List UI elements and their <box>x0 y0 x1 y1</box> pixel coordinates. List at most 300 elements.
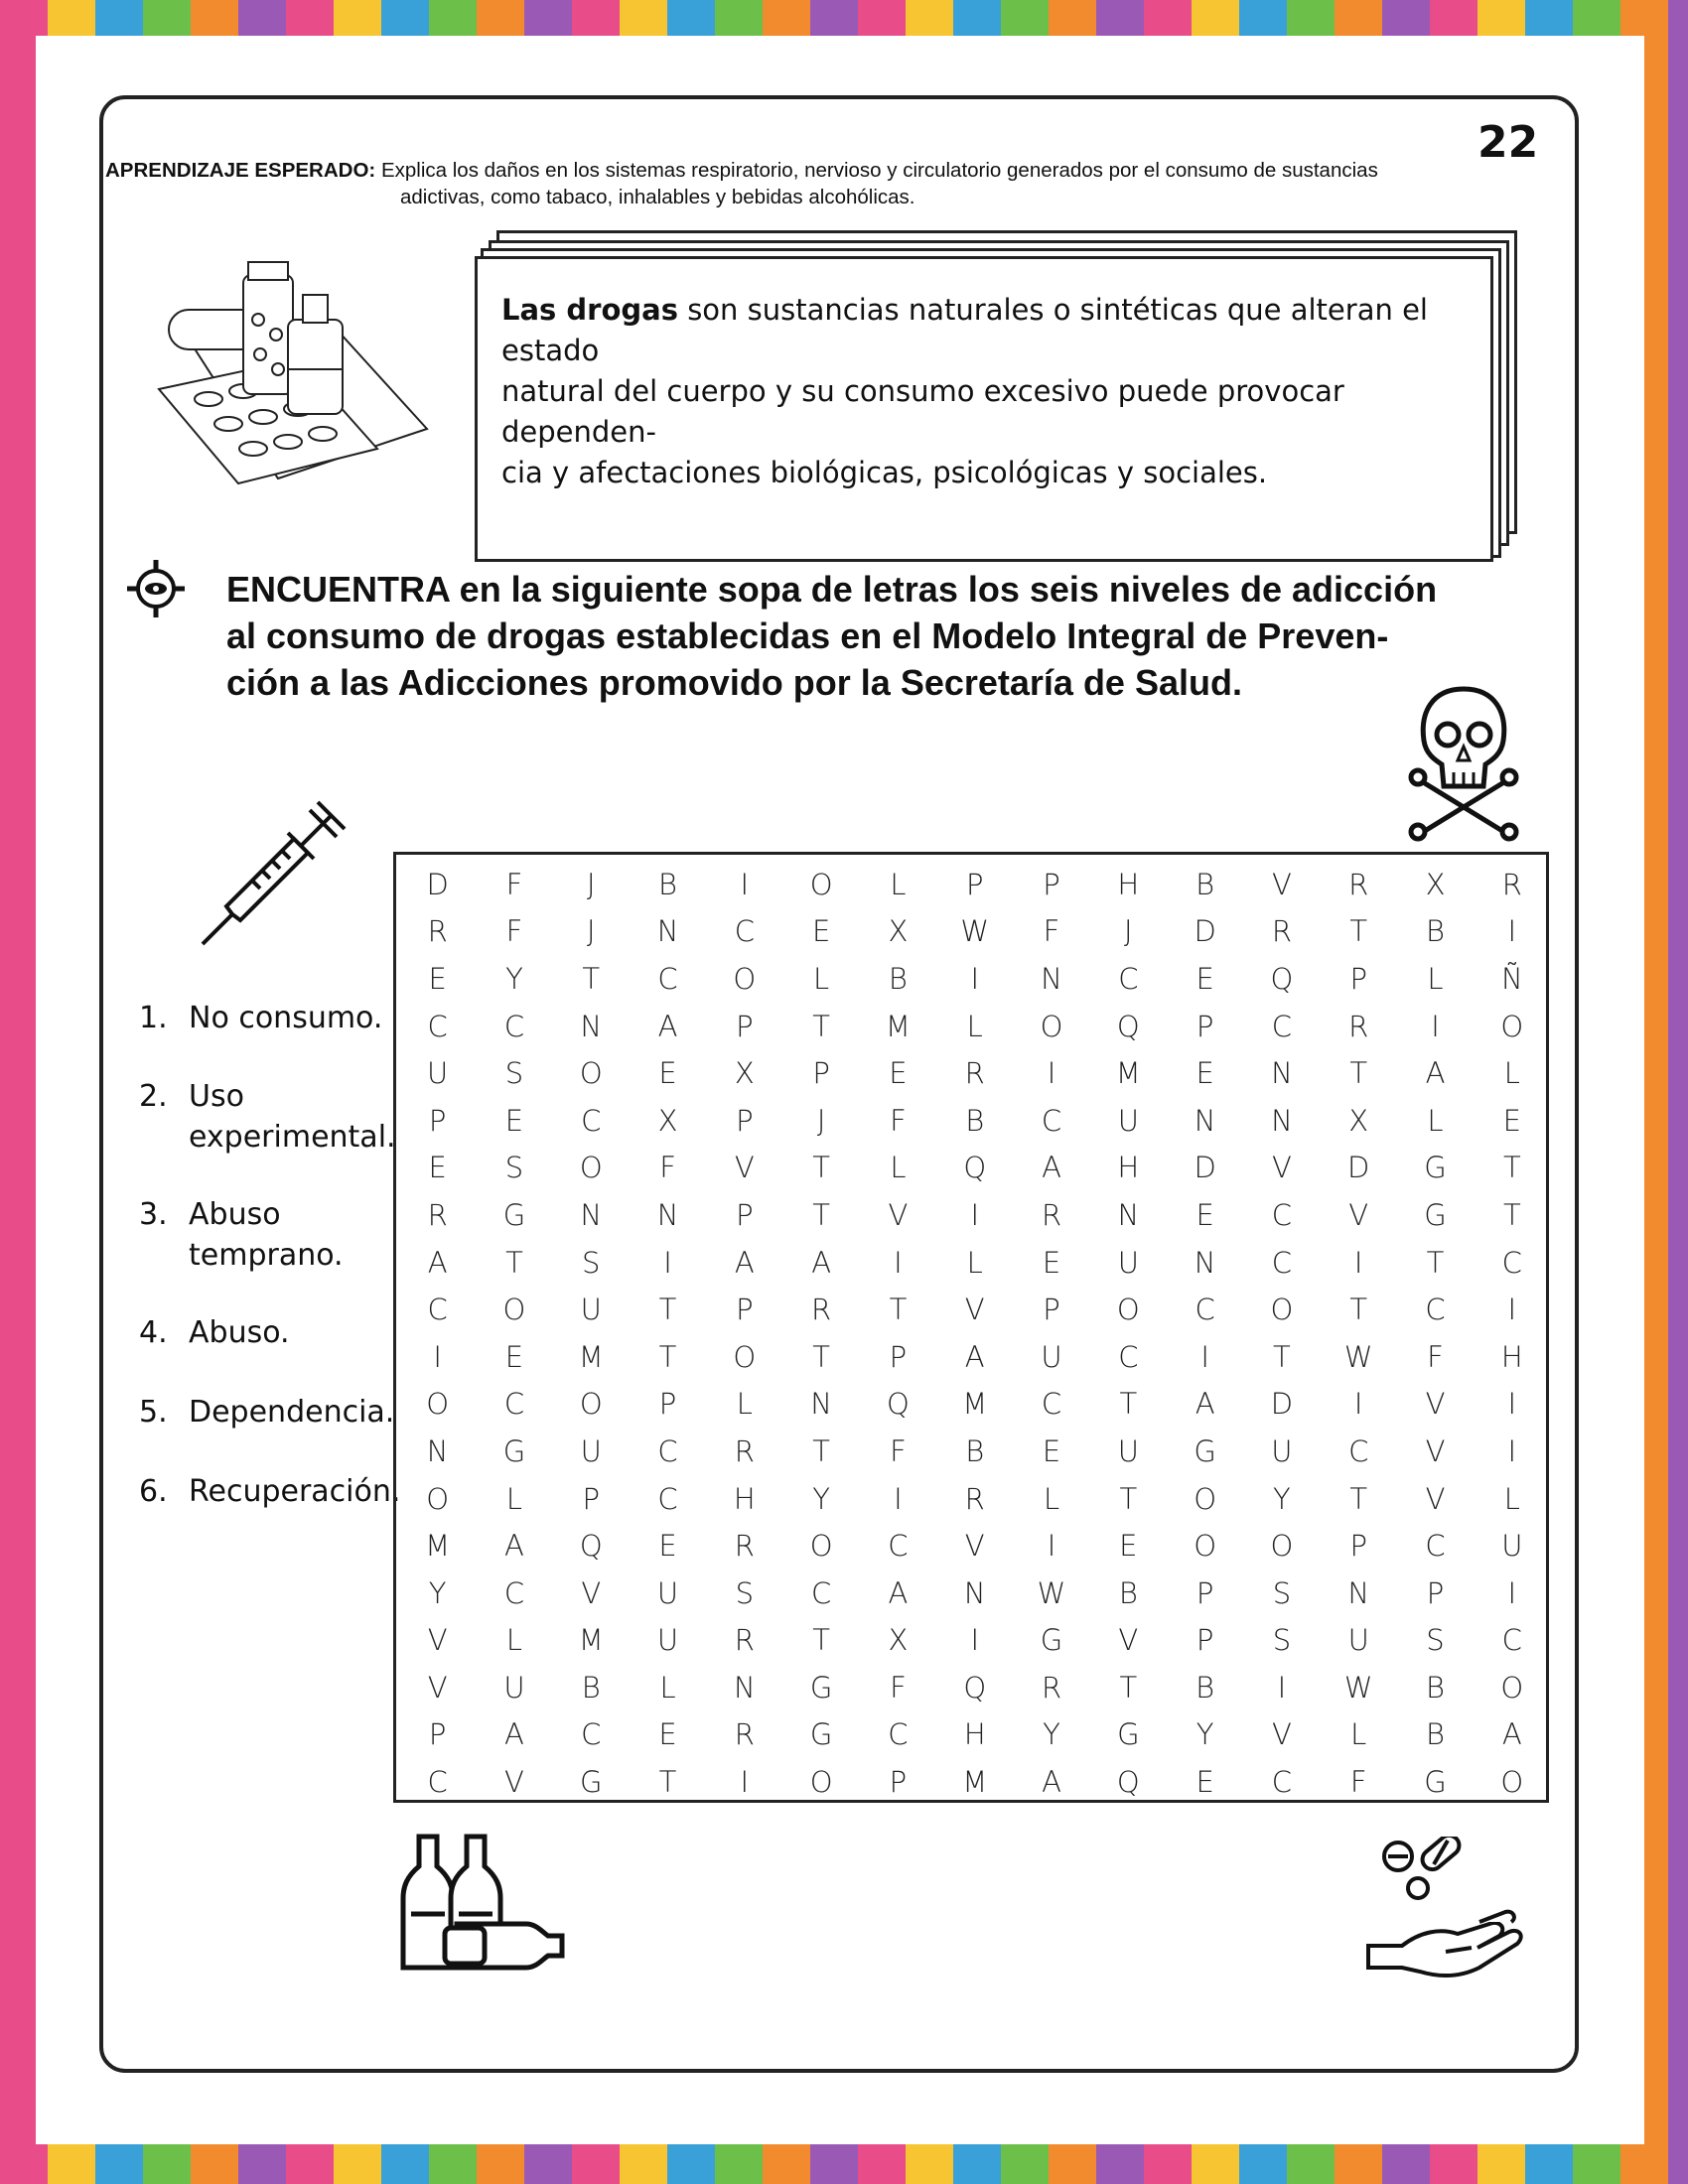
grid-letter[interactable]: S <box>504 1151 524 1185</box>
grid-letter[interactable]: U <box>1501 1529 1523 1564</box>
grid-letter[interactable]: N <box>963 1575 986 1610</box>
grid-letter[interactable]: O <box>579 1387 603 1422</box>
grid-letter[interactable]: N <box>1271 1056 1293 1091</box>
grid-letter[interactable]: X <box>888 1623 909 1658</box>
grid-letter[interactable]: A <box>734 1245 755 1280</box>
grid-letter[interactable]: S <box>504 1056 524 1091</box>
grid-letter[interactable]: C <box>657 961 678 996</box>
grid-letter[interactable]: U <box>1117 1433 1139 1468</box>
grid-letter[interactable]: O <box>1116 1293 1140 1327</box>
grid-letter[interactable]: T <box>1349 914 1368 949</box>
grid-letter[interactable]: C <box>657 1481 678 1516</box>
grid-letter[interactable]: A <box>1042 1151 1061 1185</box>
grid-letter[interactable]: T <box>582 961 601 996</box>
grid-letter[interactable]: V <box>1425 1387 1446 1422</box>
grid-letter[interactable]: L <box>1503 1056 1520 1091</box>
grid-letter[interactable]: N <box>656 1197 679 1232</box>
grid-letter[interactable]: V <box>964 1293 985 1327</box>
grid-letter[interactable]: B <box>965 1433 985 1468</box>
grid-letter[interactable]: I <box>1507 1575 1517 1610</box>
grid-letter[interactable]: M <box>578 1623 604 1658</box>
grid-letter[interactable]: V <box>1425 1481 1446 1516</box>
grid-letter[interactable]: C <box>581 1103 602 1138</box>
grid-letter[interactable]: S <box>1272 1575 1292 1610</box>
grid-letter[interactable]: P <box>965 867 984 901</box>
grid-letter[interactable]: C <box>657 1433 678 1468</box>
grid-letter[interactable]: A <box>888 1575 909 1610</box>
grid-letter[interactable]: C <box>734 914 755 949</box>
grid-letter[interactable]: P <box>736 1293 754 1327</box>
grid-letter[interactable]: B <box>1426 1717 1445 1752</box>
grid-letter[interactable]: L <box>966 1009 983 1043</box>
grid-letter[interactable]: V <box>1348 1197 1369 1232</box>
grid-letter[interactable]: G <box>580 1765 603 1800</box>
grid-letter[interactable]: P <box>889 1765 908 1800</box>
grid-letter[interactable]: F <box>505 914 523 949</box>
grid-letter[interactable]: B <box>965 1103 985 1138</box>
grid-letter[interactable]: J <box>816 1103 826 1138</box>
grid-letter[interactable]: L <box>1427 961 1444 996</box>
grid-letter[interactable]: L <box>1427 1103 1444 1138</box>
grid-letter[interactable]: P <box>658 1387 677 1422</box>
grid-letter[interactable]: W <box>1037 1575 1066 1610</box>
grid-letter[interactable]: T <box>658 1293 677 1327</box>
grid-letter[interactable]: N <box>656 914 679 949</box>
grid-letter[interactable]: V <box>427 1670 448 1705</box>
grid-letter[interactable]: T <box>812 1009 830 1043</box>
grid-letter[interactable]: T <box>1349 1056 1368 1091</box>
grid-letter[interactable]: I <box>740 867 750 901</box>
grid-letter[interactable]: E <box>504 1103 524 1138</box>
grid-letter[interactable]: I <box>894 1245 903 1280</box>
grid-letter[interactable]: P <box>582 1481 600 1516</box>
grid-letter[interactable]: O <box>502 1293 526 1327</box>
grid-letter[interactable]: D <box>1194 1151 1216 1185</box>
grid-letter[interactable]: R <box>734 1529 755 1564</box>
grid-letter[interactable]: T <box>1349 1293 1368 1327</box>
grid-letter[interactable]: S <box>1272 1623 1292 1658</box>
grid-letter[interactable]: C <box>1271 1765 1293 1800</box>
grid-letter[interactable]: C <box>1501 1245 1522 1280</box>
grid-letter[interactable]: N <box>810 1387 832 1422</box>
grid-letter[interactable]: C <box>1195 1293 1215 1327</box>
grid-letter[interactable]: V <box>1118 1623 1139 1658</box>
grid-letter[interactable]: V <box>734 1151 755 1185</box>
grid-letter[interactable]: T <box>889 1293 908 1327</box>
grid-letter[interactable]: C <box>1271 1197 1293 1232</box>
grid-letter[interactable]: P <box>1426 1575 1445 1610</box>
grid-letter[interactable]: G <box>502 1197 526 1232</box>
grid-letter[interactable]: I <box>970 1197 979 1232</box>
grid-letter[interactable]: L <box>1043 1481 1060 1516</box>
grid-letter[interactable]: H <box>1117 1151 1140 1185</box>
grid-letter[interactable]: C <box>811 1575 832 1610</box>
grid-letter[interactable]: S <box>582 1245 601 1280</box>
grid-letter[interactable]: B <box>1118 1575 1138 1610</box>
grid-letter[interactable]: T <box>505 1245 523 1280</box>
grid-letter[interactable]: T <box>812 1197 830 1232</box>
grid-letter[interactable]: X <box>1425 867 1446 901</box>
grid-letter[interactable]: R <box>1348 867 1369 901</box>
grid-letter[interactable]: R <box>1271 914 1292 949</box>
grid-letter[interactable]: T <box>1119 1670 1138 1705</box>
grid-letter[interactable]: T <box>812 1433 830 1468</box>
grid-letter[interactable]: P <box>736 1103 754 1138</box>
grid-letter[interactable]: U <box>580 1433 602 1468</box>
grid-letter[interactable]: O <box>426 1481 450 1516</box>
grid-letter[interactable]: E <box>658 1529 677 1564</box>
grid-letter[interactable]: T <box>1119 1481 1138 1516</box>
grid-letter[interactable]: G <box>1040 1623 1063 1658</box>
grid-letter[interactable]: Y <box>1273 1481 1291 1516</box>
grid-letter[interactable]: C <box>1271 1009 1293 1043</box>
grid-letter[interactable]: T <box>812 1151 830 1185</box>
grid-letter[interactable]: L <box>966 1245 983 1280</box>
grid-letter[interactable]: O <box>579 1056 603 1091</box>
grid-letter[interactable]: I <box>1507 1387 1517 1422</box>
grid-letter[interactable]: C <box>1041 1103 1062 1138</box>
grid-letter[interactable]: P <box>1043 1293 1060 1327</box>
grid-letter[interactable]: G <box>1117 1717 1140 1752</box>
grid-letter[interactable]: Y <box>1043 1717 1060 1752</box>
grid-letter[interactable]: D <box>426 867 449 901</box>
grid-letter[interactable]: V <box>1271 1151 1292 1185</box>
grid-letter[interactable]: O <box>809 1529 833 1564</box>
grid-letter[interactable]: X <box>734 1056 755 1091</box>
grid-letter[interactable]: H <box>1117 867 1140 901</box>
grid-letter[interactable]: E <box>428 961 447 996</box>
grid-letter[interactable]: C <box>1501 1623 1522 1658</box>
grid-letter[interactable]: L <box>890 867 907 901</box>
grid-letter[interactable]: U <box>1041 1339 1062 1374</box>
grid-letter[interactable]: F <box>1349 1765 1367 1800</box>
grid-letter[interactable]: D <box>1347 1151 1370 1185</box>
grid-letter[interactable]: V <box>1271 867 1292 901</box>
grid-letter[interactable]: Y <box>428 1575 447 1610</box>
grid-letter[interactable]: I <box>1507 914 1517 949</box>
grid-letter[interactable]: F <box>890 1670 907 1705</box>
grid-letter[interactable]: P <box>1043 867 1060 901</box>
grid-letter[interactable]: B <box>1426 914 1445 949</box>
grid-letter[interactable]: T <box>812 1623 830 1658</box>
grid-letter[interactable]: U <box>427 1056 449 1091</box>
grid-letter[interactable]: C <box>888 1717 909 1752</box>
grid-letter[interactable]: L <box>736 1387 753 1422</box>
grid-letter[interactable]: G <box>1424 1151 1447 1185</box>
grid-letter[interactable]: D <box>1194 914 1216 949</box>
grid-letter[interactable]: P <box>812 1056 830 1091</box>
grid-letter[interactable]: N <box>1347 1575 1370 1610</box>
grid-letter[interactable]: C <box>427 1009 448 1043</box>
grid-letter[interactable]: P <box>1196 1575 1214 1610</box>
grid-letter[interactable]: I <box>970 1623 979 1658</box>
grid-letter[interactable]: O <box>733 961 757 996</box>
grid-letter[interactable]: M <box>425 1529 451 1564</box>
grid-letter[interactable]: L <box>890 1151 907 1185</box>
grid-letter[interactable]: O <box>1194 1529 1217 1564</box>
grid-letter[interactable]: I <box>1047 1056 1056 1091</box>
grid-letter[interactable]: P <box>1196 1623 1214 1658</box>
grid-letter[interactable]: C <box>503 1009 525 1043</box>
grid-letter[interactable]: T <box>812 1339 830 1374</box>
grid-letter[interactable]: I <box>1507 1293 1517 1327</box>
grid-letter[interactable]: M <box>962 1387 988 1422</box>
grid-letter[interactable]: Y <box>1196 1717 1214 1752</box>
grid-letter[interactable]: V <box>964 1529 985 1564</box>
grid-letter[interactable]: V <box>504 1765 524 1800</box>
grid-letter[interactable]: F <box>659 1151 676 1185</box>
grid-letter[interactable]: E <box>1196 1056 1214 1091</box>
grid-letter[interactable]: C <box>1425 1529 1446 1564</box>
grid-letter[interactable]: I <box>1507 1433 1517 1468</box>
grid-letter[interactable]: E <box>658 1717 677 1752</box>
grid-letter[interactable]: N <box>580 1197 603 1232</box>
grid-letter[interactable]: X <box>1348 1103 1369 1138</box>
grid-letter[interactable]: V <box>427 1623 448 1658</box>
grid-letter[interactable]: N <box>1041 961 1062 996</box>
grid-letter[interactable]: Q <box>1116 1765 1140 1800</box>
grid-letter[interactable]: A <box>504 1717 524 1752</box>
grid-letter[interactable]: U <box>1271 1433 1293 1468</box>
grid-letter[interactable]: R <box>1041 1197 1062 1232</box>
grid-letter[interactable]: J <box>1124 914 1133 949</box>
grid-letter[interactable]: I <box>970 961 979 996</box>
grid-letter[interactable]: E <box>811 914 831 949</box>
grid-letter[interactable]: O <box>1270 1293 1294 1327</box>
grid-letter[interactable]: G <box>809 1670 833 1705</box>
grid-letter[interactable]: A <box>1501 1717 1522 1752</box>
grid-letter[interactable]: W <box>1343 1339 1373 1374</box>
grid-letter[interactable]: T <box>1502 1197 1521 1232</box>
grid-letter[interactable]: N <box>1194 1245 1216 1280</box>
grid-letter[interactable]: Q <box>1116 1009 1140 1043</box>
grid-letter[interactable]: E <box>1042 1245 1061 1280</box>
grid-letter[interactable]: O <box>426 1387 450 1422</box>
grid-letter[interactable]: U <box>1347 1623 1369 1658</box>
grid-letter[interactable]: G <box>1424 1197 1447 1232</box>
grid-letter[interactable]: R <box>964 1481 985 1516</box>
grid-letter[interactable]: O <box>1500 1670 1524 1705</box>
grid-letter[interactable]: N <box>1194 1103 1216 1138</box>
grid-letter[interactable]: M <box>578 1339 604 1374</box>
grid-letter[interactable]: R <box>427 1197 448 1232</box>
grid-letter[interactable]: C <box>503 1575 525 1610</box>
grid-letter[interactable]: P <box>428 1717 447 1752</box>
grid-letter[interactable]: P <box>428 1103 447 1138</box>
grid-letter[interactable]: V <box>1271 1717 1292 1752</box>
grid-letter[interactable]: C <box>503 1387 525 1422</box>
grid-letter[interactable]: P <box>736 1009 754 1043</box>
grid-letter[interactable]: E <box>658 1056 677 1091</box>
grid-letter[interactable]: V <box>1425 1433 1446 1468</box>
grid-letter[interactable]: E <box>1196 1197 1214 1232</box>
grid-letter[interactable]: F <box>1043 914 1060 949</box>
grid-letter[interactable]: G <box>1194 1433 1216 1468</box>
grid-letter[interactable]: S <box>735 1575 755 1610</box>
grid-letter[interactable]: J <box>586 914 596 949</box>
grid-letter[interactable]: Ñ <box>1500 961 1523 996</box>
grid-letter[interactable]: R <box>1348 1009 1369 1043</box>
grid-letter[interactable]: U <box>656 1623 679 1658</box>
grid-letter[interactable]: E <box>504 1339 524 1374</box>
grid-letter[interactable]: O <box>1270 1529 1294 1564</box>
grid-letter[interactable]: R <box>964 1056 985 1091</box>
grid-letter[interactable]: P <box>889 1339 908 1374</box>
grid-letter[interactable]: H <box>963 1717 986 1752</box>
grid-letter[interactable]: R <box>734 1433 755 1468</box>
grid-letter[interactable]: P <box>1349 961 1367 996</box>
grid-letter[interactable]: W <box>960 914 990 949</box>
grid-letter[interactable]: X <box>888 914 909 949</box>
grid-letter[interactable]: V <box>581 1575 602 1610</box>
grid-letter[interactable]: B <box>1426 1670 1445 1705</box>
grid-letter[interactable]: R <box>734 1717 755 1752</box>
grid-letter[interactable]: C <box>1118 1339 1139 1374</box>
grid-letter[interactable]: M <box>885 1009 911 1043</box>
grid-letter[interactable]: O <box>1194 1481 1217 1516</box>
grid-letter[interactable]: U <box>1117 1103 1139 1138</box>
grid-letter[interactable]: F <box>1427 1339 1444 1374</box>
grid-letter[interactable]: T <box>658 1339 677 1374</box>
grid-letter[interactable]: F <box>890 1433 907 1468</box>
grid-letter[interactable]: O <box>579 1151 603 1185</box>
grid-letter[interactable]: I <box>1353 1387 1363 1422</box>
grid-letter[interactable]: I <box>1277 1670 1287 1705</box>
grid-letter[interactable]: E <box>1196 1765 1214 1800</box>
grid-letter[interactable]: O <box>1040 1009 1063 1043</box>
grid-letter[interactable]: I <box>894 1481 903 1516</box>
grid-letter[interactable]: A <box>427 1245 448 1280</box>
grid-letter[interactable]: M <box>962 1765 988 1800</box>
grid-letter[interactable]: A <box>1425 1056 1446 1091</box>
grid-letter[interactable]: W <box>1343 1670 1373 1705</box>
grid-letter[interactable]: U <box>1117 1245 1139 1280</box>
grid-letter[interactable]: B <box>1196 1670 1215 1705</box>
grid-letter[interactable]: C <box>1425 1293 1446 1327</box>
grid-letter[interactable]: V <box>888 1197 909 1232</box>
grid-letter[interactable]: R <box>734 1623 755 1658</box>
grid-letter[interactable]: Q <box>579 1529 603 1564</box>
grid-letter[interactable]: E <box>889 1056 908 1091</box>
grid-letter[interactable]: X <box>657 1103 678 1138</box>
grid-letter[interactable]: H <box>1500 1339 1523 1374</box>
grid-letter[interactable]: B <box>581 1670 601 1705</box>
grid-letter[interactable]: L <box>1350 1717 1367 1752</box>
grid-letter[interactable]: C <box>1348 1433 1369 1468</box>
grid-letter[interactable]: T <box>1273 1339 1291 1374</box>
grid-letter[interactable]: E <box>1119 1529 1138 1564</box>
grid-letter[interactable]: F <box>890 1103 907 1138</box>
grid-letter[interactable]: N <box>580 1009 603 1043</box>
grid-letter[interactable]: B <box>658 867 678 901</box>
grid-letter[interactable]: Q <box>963 1151 987 1185</box>
grid-letter[interactable]: T <box>1502 1151 1521 1185</box>
grid-letter[interactable]: P <box>736 1197 754 1232</box>
grid-letter[interactable]: O <box>1500 1009 1524 1043</box>
grid-letter[interactable]: U <box>503 1670 525 1705</box>
grid-letter[interactable]: L <box>505 1481 523 1516</box>
grid-letter[interactable]: C <box>427 1765 448 1800</box>
grid-letter[interactable]: R <box>427 914 448 949</box>
grid-letter[interactable]: F <box>505 867 523 901</box>
grid-letter[interactable]: O <box>809 867 833 901</box>
grid-letter[interactable]: A <box>811 1245 832 1280</box>
grid-letter[interactable]: O <box>1500 1765 1524 1800</box>
grid-letter[interactable]: T <box>658 1765 677 1800</box>
grid-letter[interactable]: A <box>964 1339 985 1374</box>
grid-letter[interactable]: E <box>1042 1433 1061 1468</box>
grid-letter[interactable]: I <box>1431 1009 1440 1043</box>
grid-letter[interactable]: T <box>1119 1387 1138 1422</box>
grid-letter[interactable]: C <box>1041 1387 1062 1422</box>
grid-letter[interactable]: R <box>1041 1670 1062 1705</box>
grid-letter[interactable]: U <box>656 1575 679 1610</box>
grid-letter[interactable]: S <box>1426 1623 1445 1658</box>
grid-letter[interactable]: N <box>426 1433 449 1468</box>
grid-letter[interactable]: Y <box>505 961 523 996</box>
grid-letter[interactable]: I <box>1200 1339 1209 1374</box>
grid-letter[interactable]: I <box>433 1339 442 1374</box>
grid-letter[interactable]: I <box>740 1765 750 1800</box>
grid-letter[interactable]: M <box>1115 1056 1141 1091</box>
grid-letter[interactable]: Y <box>812 1481 830 1516</box>
grid-letter[interactable]: T <box>1426 1245 1445 1280</box>
grid-letter[interactable]: J <box>586 867 596 901</box>
grid-letter[interactable]: G <box>1424 1765 1447 1800</box>
grid-letter[interactable]: D <box>1270 1387 1294 1422</box>
grid-letter[interactable]: R <box>811 1293 832 1327</box>
grid-letter[interactable]: A <box>657 1009 678 1043</box>
grid-letter[interactable]: L <box>505 1623 523 1658</box>
grid-letter[interactable]: R <box>1501 867 1522 901</box>
grid-letter[interactable]: P <box>1349 1529 1367 1564</box>
grid-letter[interactable]: Q <box>963 1670 987 1705</box>
grid-letter[interactable]: I <box>1047 1529 1056 1564</box>
grid-letter[interactable]: C <box>1271 1245 1293 1280</box>
grid-letter[interactable]: T <box>1349 1481 1368 1516</box>
grid-letter[interactable]: C <box>581 1717 602 1752</box>
grid-letter[interactable]: O <box>809 1765 833 1800</box>
grid-letter[interactable]: I <box>1353 1245 1363 1280</box>
grid-letter[interactable]: Q <box>1270 961 1294 996</box>
grid-letter[interactable]: N <box>1271 1103 1293 1138</box>
grid-letter[interactable]: C <box>1118 961 1139 996</box>
grid-letter[interactable]: H <box>733 1481 756 1516</box>
grid-letter[interactable]: N <box>733 1670 756 1705</box>
grid-letter[interactable]: P <box>1196 1009 1214 1043</box>
grid-letter[interactable]: Q <box>887 1387 910 1422</box>
grid-letter[interactable]: L <box>813 961 830 996</box>
grid-letter[interactable]: O <box>733 1339 757 1374</box>
grid-letter[interactable]: L <box>1503 1481 1520 1516</box>
grid-letter[interactable]: U <box>580 1293 602 1327</box>
grid-letter[interactable]: C <box>888 1529 909 1564</box>
grid-letter[interactable]: A <box>1195 1387 1215 1422</box>
grid-letter[interactable]: G <box>502 1433 526 1468</box>
grid-letter[interactable]: C <box>427 1293 448 1327</box>
grid-letter[interactable]: N <box>1117 1197 1140 1232</box>
grid-letter[interactable]: B <box>888 961 908 996</box>
grid-letter[interactable]: E <box>1502 1103 1521 1138</box>
grid-letter[interactable]: E <box>428 1151 447 1185</box>
grid-letter[interactable]: B <box>1196 867 1215 901</box>
grid-letter[interactable]: A <box>504 1529 524 1564</box>
grid-letter[interactable]: I <box>663 1245 672 1280</box>
grid-letter[interactable]: G <box>809 1717 833 1752</box>
grid-letter[interactable]: L <box>659 1670 676 1705</box>
grid-letter[interactable]: E <box>1196 961 1214 996</box>
grid-letter[interactable]: A <box>1042 1765 1061 1800</box>
